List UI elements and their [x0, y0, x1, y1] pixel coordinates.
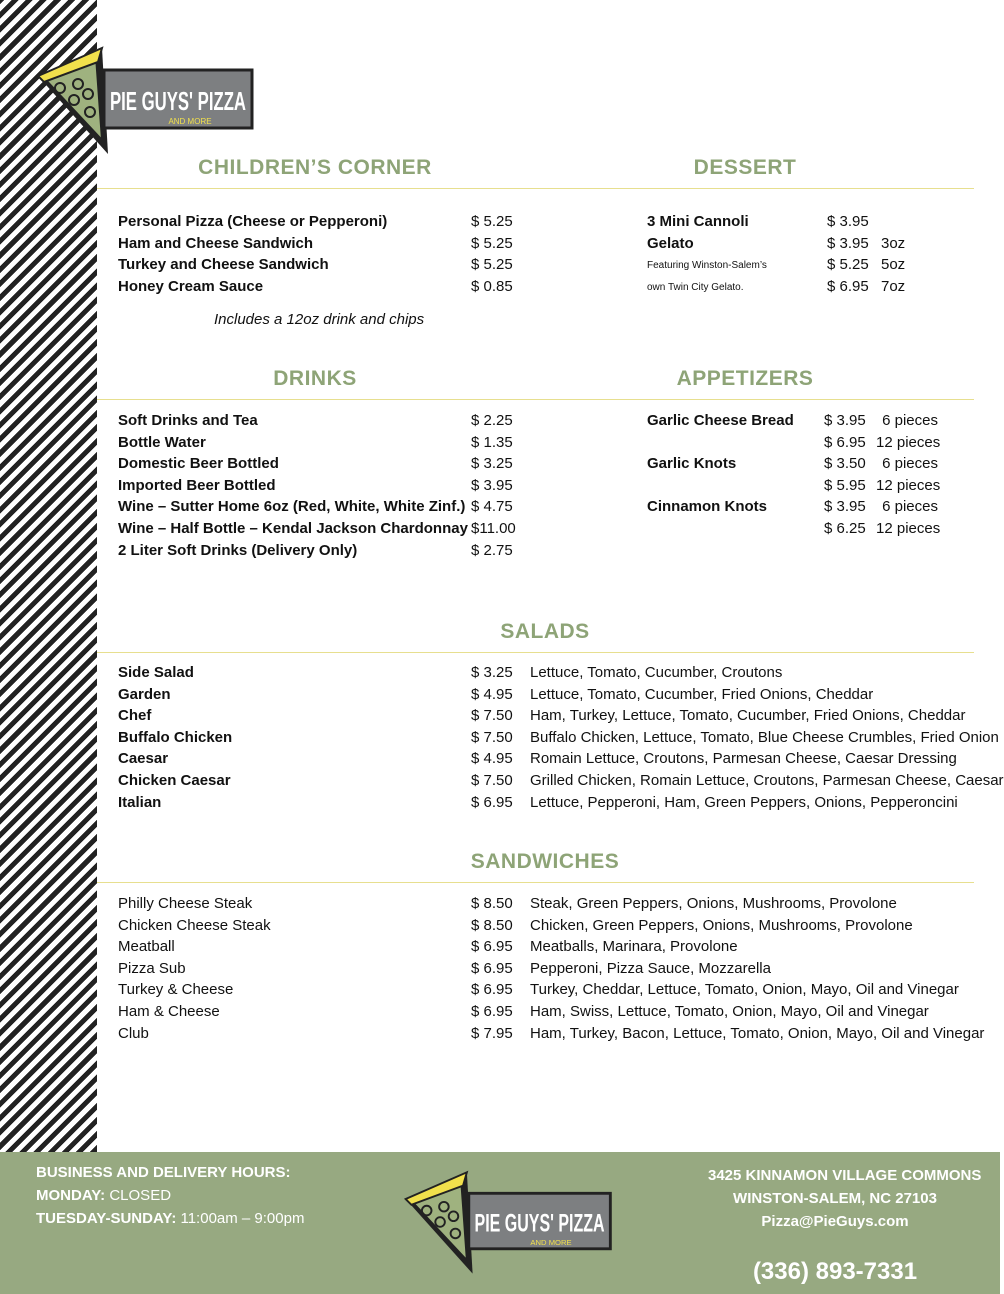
childrens-note: Includes a 12oz drink and chips	[214, 311, 425, 328]
drinks-section-title: DRINKS	[273, 367, 357, 390]
appetizers-section-title: APPETIZERS	[676, 367, 814, 390]
sandwiches-item-price: $ 8.50	[471, 895, 513, 912]
sandwiches-item-price: $ 6.95	[471, 959, 513, 977]
drinks-item-price: $ 2.25	[471, 412, 513, 429]
dessert-item-price: $ 3.95	[827, 234, 869, 252]
dessert-item-name: Featuring Winston-Salem’s	[647, 260, 767, 272]
dessert-item-price: $ 6.95	[827, 277, 869, 295]
sandwiches-item-price: $ 6.95	[471, 1003, 513, 1020]
pie-guys-logo-footer	[398, 1162, 618, 1282]
sandwiches-item-name: Ham & Cheese	[118, 1003, 220, 1020]
salads-item-name: Garden	[118, 685, 171, 703]
pie-guys-logo	[30, 40, 260, 160]
salads-item-name: Italian	[118, 793, 162, 811]
drinks-item-price: $ 3.25	[471, 455, 513, 473]
sandwiches-item-name: Turkey & Cheese	[118, 981, 234, 999]
footer	[0, 1152, 1000, 1294]
appetizers-item-name: Garlic Cheese Bread	[647, 412, 794, 429]
drinks-item-name: Domestic Beer Bottled	[118, 455, 279, 473]
dessert-item-price: $ 5.25	[827, 256, 869, 274]
dessert-item-size: 5oz	[881, 256, 906, 274]
childrens-item-price: $ 5.25	[471, 213, 513, 230]
salads-item-desc: Grilled Chicken, Romain Lettuce, Croutons, Parmesan Cheese, Caesar	[530, 772, 1004, 789]
appetizers-item-name: Garlic Knots	[647, 455, 737, 473]
sandwiches-item-price: $ 6.95	[471, 981, 513, 999]
childrens-item-name: Ham and Cheese Sandwich	[118, 234, 314, 252]
salads-item-name: Caesar	[118, 750, 169, 768]
sandwiches-item-name: Meatball	[118, 938, 175, 956]
drinks-item-price: $ 4.75	[471, 498, 513, 516]
salads-item-name: Chicken Caesar	[118, 772, 231, 789]
drinks-item-name: Wine – Half Bottle – Kendal Jackson Chardonnay	[118, 520, 468, 537]
drinks-item-price: $ 1.35	[471, 433, 513, 451]
sandwiches-item-desc: Steak, Green Peppers, Onions, Mushrooms, Provolone	[530, 895, 897, 912]
sandwiches-item-name: Chicken Cheese Steak	[118, 916, 271, 934]
drinks-item-price: $ 3.95	[471, 476, 513, 494]
monday-hours: MONDAY: CLOSED	[36, 1187, 172, 1204]
hours-title: BUSINESS AND DELIVERY HOURS:	[36, 1164, 291, 1181]
divider	[97, 188, 974, 189]
dessert-item-name: 3 Mini Cannoli	[647, 213, 749, 230]
sandwiches-item-price: $ 8.50	[471, 916, 513, 934]
childrens-item-price: $ 5.25	[471, 256, 513, 274]
salads-item-desc: Ham, Turkey, Lettuce, Tomato, Cucumber, Fried Onions, Cheddar	[530, 707, 966, 725]
sandwiches-item-price: $ 6.95	[471, 938, 513, 956]
appetizers-item-price: $ 3.50	[824, 455, 866, 473]
drinks-item-name: Bottle Water	[118, 433, 206, 451]
salads-item-desc: Romain Lettuce, Croutons, Parmesan Cheese, Caesar Dressing	[530, 750, 957, 768]
dessert-section-title: DESSERT	[693, 156, 797, 179]
sandwiches-item-name: Pizza Sub	[118, 959, 186, 977]
salads-item-desc: Lettuce, Tomato, Cucumber, Croutons	[530, 664, 783, 681]
appetizers-item-qty: 12 pieces	[876, 520, 941, 537]
drinks-item-name: 2 Liter Soft Drinks (Delivery Only)	[118, 541, 358, 559]
sandwiches-item-desc: Chicken, Green Peppers, Onions, Mushrooms, Provolone	[530, 916, 913, 934]
sandwiches-item-name: Philly Cheese Steak	[118, 895, 253, 912]
salads-item-desc: Lettuce, Pepperoni, Ham, Green Peppers, Onions, Pepperoncini	[530, 793, 958, 811]
drinks-item-name: Wine – Sutter Home 6oz (Red, White, White Zinf.)	[118, 498, 466, 516]
email[interactable]: Pizza@PieGuys.com	[761, 1213, 909, 1230]
appetizers-item-qty: 6 pieces	[882, 455, 938, 473]
address-line-1: 3425 KINNAMON VILLAGE COMMONS	[708, 1167, 982, 1184]
salads-item-desc: Lettuce, Tomato, Cucumber, Fried Onions, Cheddar	[530, 685, 874, 703]
drinks-item-price: $11.00	[471, 520, 516, 537]
salads-item-price: $ 7.50	[471, 772, 513, 789]
dessert-item-name: own Twin City Gelato.	[647, 281, 744, 293]
appetizers-item-price: $ 3.95	[824, 412, 866, 429]
childrens-item-name: Turkey and Cheese Sandwich	[118, 256, 329, 274]
sandwiches-item-desc: Ham, Turkey, Bacon, Lettuce, Tomato, Onion, Mayo, Oil and Vinegar	[530, 1024, 985, 1042]
divider	[97, 882, 974, 883]
salads-item-price: $ 7.50	[471, 728, 513, 746]
appetizers-item-qty: 6 pieces	[882, 412, 938, 429]
sandwiches-item-desc: Ham, Swiss, Lettuce, Tomato, Onion, Mayo, Oil and Vinegar	[530, 1003, 929, 1020]
salads-item-name: Chef	[118, 707, 152, 725]
appetizers-item-price: $ 3.95	[824, 498, 866, 516]
logo-text: PIE GUYS' PIZZA	[110, 86, 247, 116]
salads-item-price: $ 3.25	[471, 664, 513, 681]
dessert-item-name: Gelato	[647, 234, 694, 252]
salads-item-name: Buffalo Chicken	[118, 728, 233, 746]
svg-text:AND MORE: AND MORE	[530, 1237, 572, 1247]
childrens-item-name: Personal Pizza (Cheese or Pepperoni)	[118, 213, 388, 230]
drinks-item-name: Imported Beer Bottled	[118, 476, 276, 494]
svg-text:PIE GUYS' PIZZA: PIE GUYS' PIZZA	[474, 1209, 605, 1238]
appetizers-item-price: $ 6.25	[824, 520, 866, 537]
dessert-item-price: $ 3.95	[827, 213, 869, 230]
dessert-item-size: 3oz	[881, 234, 906, 252]
logo-tagline: AND MORE	[168, 117, 212, 126]
salads-item-desc: Buffalo Chicken, Lettuce, Tomato, Blue Cheese Crumbles, Fried Onion	[530, 728, 999, 746]
striped-border	[0, 0, 97, 1152]
childrens-item-price: $ 5.25	[471, 234, 513, 252]
dessert-item-size: 7oz	[881, 277, 906, 295]
childrens-item-name: Honey Cream Sauce	[118, 277, 264, 295]
appetizers-item-price: $ 5.95	[824, 476, 866, 494]
divider	[97, 399, 974, 400]
sandwiches-item-price: $ 7.95	[471, 1024, 513, 1042]
sandwiches-item-desc: Pepperoni, Pizza Sauce, Mozzarella	[530, 959, 771, 977]
address-line-2: WINSTON-SALEM, NC 27103	[733, 1190, 937, 1207]
appetizers-item-price: $ 6.95	[824, 433, 866, 451]
salads-item-name: Side Salad	[118, 664, 194, 681]
phone-number[interactable]: (336) 893-7331	[752, 1258, 918, 1285]
salads-item-price: $ 4.95	[471, 685, 513, 703]
appetizers-item-qty: 12 pieces	[876, 433, 941, 451]
sandwiches-item-desc: Turkey, Cheddar, Lettuce, Tomato, Onion, Mayo, Oil and Vinegar	[530, 981, 959, 999]
drinks-item-name: Soft Drinks and Tea	[118, 412, 258, 429]
salads-item-price: $ 6.95	[471, 793, 513, 811]
childrens-section-title: CHILDREN’S CORNER	[198, 156, 432, 179]
appetizers-item-qty: 6 pieces	[882, 498, 938, 516]
sandwiches-section-title: SANDWICHES	[470, 850, 620, 873]
salads-item-price: $ 7.50	[471, 707, 513, 725]
sandwiches-item-desc: Meatballs, Marinara, Provolone	[530, 938, 738, 956]
drinks-item-price: $ 2.75	[471, 541, 513, 559]
appetizers-item-name: Cinnamon Knots	[647, 498, 767, 516]
salads-section-title: SALADS	[500, 620, 590, 643]
childrens-item-price: $ 0.85	[471, 277, 513, 295]
sandwiches-item-name: Club	[118, 1024, 149, 1042]
tuesday-sunday-hours: TUESDAY-SUNDAY: 11:00am – 9:00pm	[36, 1210, 305, 1227]
salads-item-price: $ 4.95	[471, 750, 513, 768]
divider	[97, 652, 974, 653]
appetizers-item-qty: 12 pieces	[876, 476, 941, 494]
